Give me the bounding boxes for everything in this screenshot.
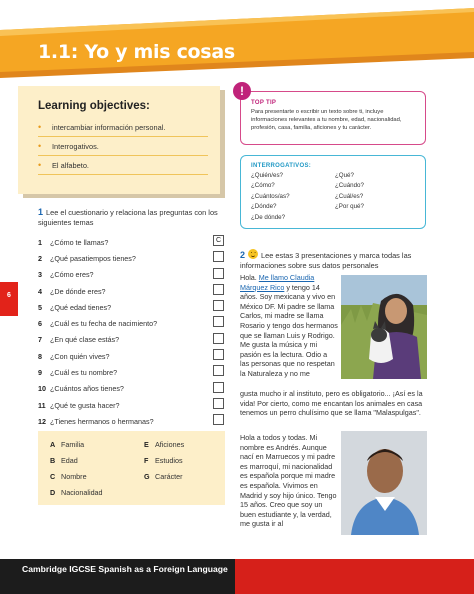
question-row xyxy=(38,267,228,283)
activity-1-number: 1 xyxy=(38,207,44,217)
topic-option: G Carácter xyxy=(144,472,183,481)
question-number: 9 xyxy=(38,368,42,378)
topic-option: B Edad xyxy=(50,456,78,465)
interrogative-word: ¿Cuál/es? xyxy=(335,192,364,200)
answer-box[interactable] xyxy=(213,349,224,360)
page-tab xyxy=(0,282,18,316)
answer-box[interactable] xyxy=(213,268,224,279)
question-row xyxy=(38,397,228,413)
question-row xyxy=(38,364,228,380)
presentation-1-part-1: Hola. Me llamo Claudia Márquez Rico y tengo 14 años. Soy mexicana y vivo en México DF. Mi padre se llama Carlos, mi madre se llama Rosario y tengo dos hermanos que se llaman Luis y Rodrigo. Me gusta la música y mi pasión es la lectura. Odio a las personas que no respetan la Naturaleza y no me xyxy=(240,273,338,378)
question-number: 4 xyxy=(38,286,42,296)
answer-box[interactable] xyxy=(213,300,224,311)
exclamation-icon: ! xyxy=(233,82,251,100)
answer-box[interactable] xyxy=(213,284,224,295)
learning-objective-item: • intercambiar información personal. xyxy=(38,120,208,137)
interrogative-word: ¿Cómo? xyxy=(251,182,275,190)
unit-title: 1.1: Yo y mis cosas xyxy=(38,41,235,63)
topic-option: F Estudios xyxy=(144,456,183,465)
question-row xyxy=(38,250,228,266)
learning-objective-item: • Interrogativos. xyxy=(38,139,208,156)
interrogative-word: ¿Qué? xyxy=(335,172,354,179)
question-row xyxy=(38,381,228,397)
page-number: 6 xyxy=(7,292,11,299)
question-text: ¿Cómo te llamas? xyxy=(50,237,109,247)
question-row xyxy=(38,332,228,348)
top-tip-box xyxy=(240,91,426,145)
question-row xyxy=(38,315,228,331)
question-number: 11 xyxy=(38,400,46,410)
answer-box[interactable] xyxy=(213,414,224,425)
boy-portrait-photo xyxy=(341,431,427,535)
activity-1-instruction xyxy=(38,207,223,228)
topic-option: D Nacionalidad xyxy=(50,488,103,497)
question-row xyxy=(38,234,228,250)
presentation-2: Hola a todos y todas. Mi nombre es Andrés. Aunque nací en Marruecos y mi padre es marroquí, mi nacionalidad es española porque mi madre es española. Vivimos en Madrid y soy hijo único. Tengo 15 años. Creo que soy un buen estudiante y, la verdad, me gusta ir al xyxy=(240,433,337,529)
interrogativos-grid xyxy=(251,171,417,222)
question-number: 1 xyxy=(38,237,42,247)
answer-box[interactable] xyxy=(213,398,224,409)
learning-objectives-box xyxy=(18,86,220,194)
learning-objectives-title: Learning objectives: xyxy=(38,100,150,112)
unit-header xyxy=(0,0,474,82)
question-text: ¿Cuál es tu fecha de nacimiento? xyxy=(50,319,158,329)
presentation-1-part-2: gusta mucho ir al instituto, pero es obligatorio... ¡Así es la vida! Por cierto, como me encantan los animales en casa tenemos un perro chulísimo que se llama "Malaspulgas". xyxy=(240,389,423,418)
interrogative-word: ¿Por qué? xyxy=(335,203,364,211)
answer-box[interactable]: C xyxy=(213,235,224,246)
interrogative-word: ¿Cuándo? xyxy=(335,182,364,190)
activity-1-text: Lee el cuestionario y relaciona las preguntas con los siguientes temas xyxy=(38,208,218,227)
question-row xyxy=(38,283,228,299)
girl-with-dog-photo xyxy=(341,275,427,379)
topic-option: C Nombre xyxy=(50,472,87,481)
answer-box[interactable] xyxy=(213,333,224,344)
answer-box[interactable] xyxy=(213,251,224,262)
answer-box[interactable] xyxy=(213,365,224,376)
question-text: ¿Con quién vives? xyxy=(50,351,110,361)
question-number: 10 xyxy=(38,384,46,394)
interrogativos-title: INTERROGATIVOS: xyxy=(251,163,312,169)
interrogative-word: ¿Dónde? xyxy=(251,203,277,211)
question-row xyxy=(38,299,228,315)
question-row xyxy=(38,413,228,429)
question-number: 12 xyxy=(38,416,46,426)
question-number: 5 xyxy=(38,302,42,312)
answer-box[interactable] xyxy=(213,382,224,393)
question-text: ¿Tienes hermanos o hermanas? xyxy=(50,416,154,426)
interrogative-word: ¿Cuántos/as? xyxy=(251,192,290,200)
question-number: 3 xyxy=(38,270,42,280)
interrogative-word: ¿De dónde? xyxy=(251,213,286,221)
footer-red-block xyxy=(235,559,474,594)
question-number: 8 xyxy=(38,351,42,361)
learning-objective-item: • El alfabeto. xyxy=(38,158,208,175)
topic-options-box xyxy=(38,431,225,505)
activity-2-text: Lee estas 3 presentaciones y marca todas las informaciones sobre sus datos personales xyxy=(240,251,412,270)
activity-2-instruction xyxy=(240,249,430,271)
question-text: ¿En qué clase estás? xyxy=(50,335,120,345)
activity-2-number: 2 xyxy=(240,250,246,260)
smiley-icon xyxy=(248,249,258,259)
topic-option: E Aficiones xyxy=(144,440,185,449)
question-text: ¿Cuál es tu nombre? xyxy=(50,368,118,378)
answer-box[interactable] xyxy=(213,316,224,327)
interrogativos-box xyxy=(240,155,426,229)
question-text: ¿Qué te gusta hacer? xyxy=(50,400,120,410)
question-text: ¿Cómo eres? xyxy=(50,270,94,280)
question-text: ¿Cuántos años tienes? xyxy=(50,384,124,394)
top-tip-text: Para presentarte o escribir un texto sobre ti, incluye informaciones relevantes a tu nombre, edad, nacionalidad, profesión, casa, familia, aficiones y tu carácter. xyxy=(251,109,402,131)
interrogative-word: ¿Quién/es? xyxy=(251,172,283,179)
footer-title: Cambridge IGCSE Spanish as a Foreign Language xyxy=(22,564,228,574)
question-text: ¿De dónde eres? xyxy=(50,286,106,296)
topic-option: A Familia xyxy=(50,440,85,449)
question-number: 6 xyxy=(38,319,42,329)
question-text: ¿Qué edad tienes? xyxy=(50,302,112,312)
question-number: 7 xyxy=(38,335,42,345)
questionnaire xyxy=(38,234,228,430)
top-tip-title: TOP TIP xyxy=(251,100,277,106)
question-text: ¿Qué pasatiempos tienes? xyxy=(50,253,136,263)
question-row xyxy=(38,348,228,364)
question-number: 2 xyxy=(38,253,42,263)
